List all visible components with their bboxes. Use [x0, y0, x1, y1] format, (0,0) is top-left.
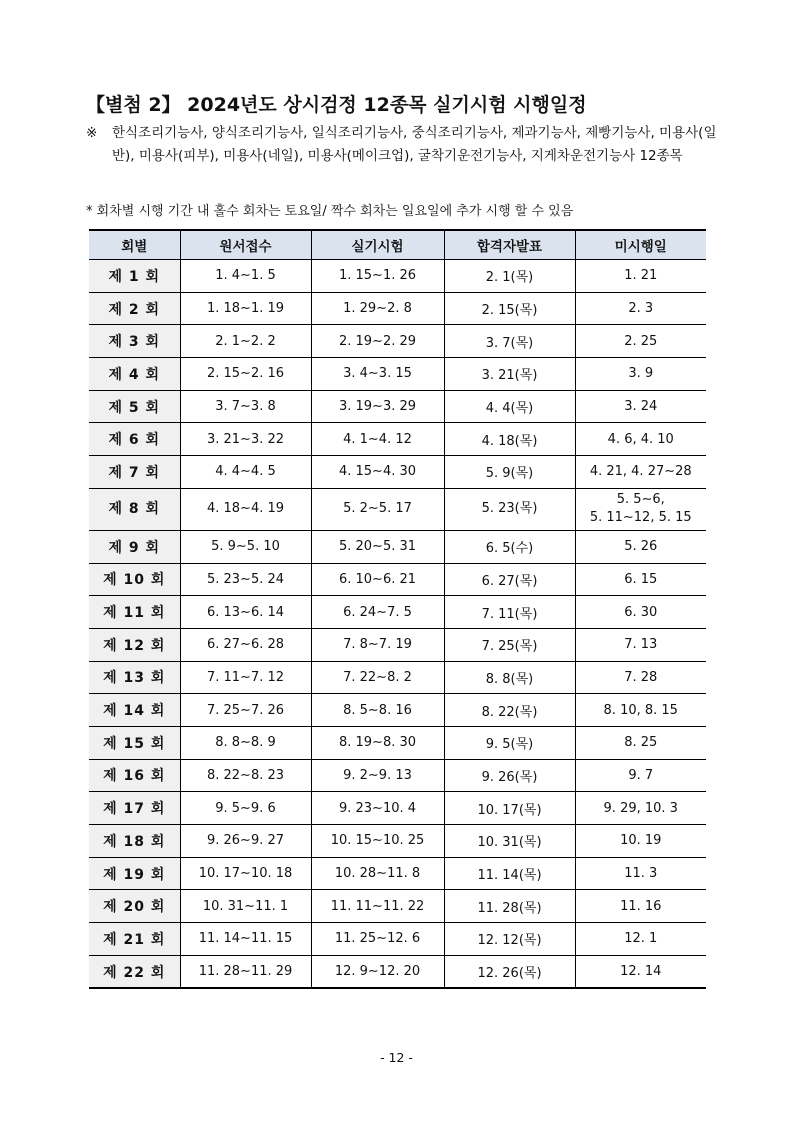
exam-period-cell: 5. 20∼5. 31 [311, 530, 444, 563]
application-period-cell: 3. 21∼3. 22 [180, 423, 311, 456]
exam-period-cell: 9. 2∼9. 13 [311, 759, 444, 792]
result-date-cell: 9. 5(목) [444, 726, 575, 759]
no-exam-date-cell: 7. 13 [575, 628, 706, 661]
application-period-cell: 2. 15∼2. 16 [180, 358, 311, 391]
table-row [89, 563, 706, 596]
no-exam-date-cell: 10. 19 [575, 825, 706, 858]
result-date-cell: 12. 26(목) [444, 955, 575, 988]
application-period-cell: 1. 18∼1. 19 [180, 292, 311, 325]
table-body [89, 260, 706, 989]
round-cell: 제 17 회 [89, 792, 180, 825]
exam-period-cell: 6. 24∼7. 5 [311, 596, 444, 629]
application-period-cell: 10. 31∼11. 1 [180, 890, 311, 923]
application-period-cell: 4. 18∼4. 19 [180, 488, 311, 530]
document-title: 【별첨 2】 2024년도 상시검정 12종목 실기시험 시행일정 [86, 94, 587, 116]
application-period-cell: 11. 28∼11. 29 [180, 955, 311, 988]
result-date-cell: 6. 5(수) [444, 530, 575, 563]
no-exam-date-cell: 8. 25 [575, 726, 706, 759]
application-period-cell: 9. 26∼9. 27 [180, 825, 311, 858]
exam-period-cell: 8. 19∼8. 30 [311, 726, 444, 759]
exam-period-cell: 11. 11∼11. 22 [311, 890, 444, 923]
no-exam-date-cell [575, 488, 706, 530]
round-cell: 제 10 회 [89, 563, 180, 596]
header-no-exam: 미시행일 [575, 230, 706, 260]
table-header-row [89, 230, 706, 260]
result-date-cell: 8. 22(목) [444, 694, 575, 727]
round-cell: 제 4 회 [89, 358, 180, 391]
round-cell: 제 7 회 [89, 456, 180, 489]
application-period-cell: 9. 5∼9. 6 [180, 792, 311, 825]
no-exam-date-cell: 4. 21, 4. 27∼28 [575, 456, 706, 489]
exam-schedule-table [89, 229, 706, 989]
no-exam-date-cell: 5. 26 [575, 530, 706, 563]
result-date-cell: 8. 8(목) [444, 661, 575, 694]
result-date-cell: 5. 23(목) [444, 488, 575, 530]
table-row [89, 292, 706, 325]
no-exam-date-cell: 11. 16 [575, 890, 706, 923]
round-cell: 제 14 회 [89, 694, 180, 727]
subject-list-text: 한식조리기능사, 양식조리기능사, 일식조리기능사, 중식조리기능사, 제과기능사, 제빵기능사, 미용사(일반), 미용사(피부), 미용사(네일), 미용사(메이크업), 굴착기운전기능사, 지게차운전기능사 12종목 [112, 125, 717, 164]
table-row [89, 530, 706, 563]
result-date-cell: 4. 18(목) [444, 423, 575, 456]
exam-period-cell: 1. 15∼1. 26 [311, 260, 444, 293]
no-exam-date-cell: 3. 9 [575, 358, 706, 391]
application-period-cell: 10. 17∼10. 18 [180, 857, 311, 890]
result-date-cell: 7. 11(목) [444, 596, 575, 629]
page-number: - 12 - [380, 1050, 413, 1065]
no-exam-date-cell: 8. 10, 8. 15 [575, 694, 706, 727]
table-row [89, 628, 706, 661]
application-period-cell: 8. 8∼8. 9 [180, 726, 311, 759]
no-exam-date-cell: 12. 14 [575, 955, 706, 988]
application-period-cell: 7. 11∼7. 12 [180, 661, 311, 694]
table-row [89, 890, 706, 923]
no-exam-date-cell: 9. 29, 10. 3 [575, 792, 706, 825]
table-row [89, 759, 706, 792]
note-reference-mark: ※ [86, 125, 98, 141]
table-row [89, 488, 706, 530]
exam-period-cell: 8. 5∼8. 16 [311, 694, 444, 727]
application-period-cell: 4. 4∼4. 5 [180, 456, 311, 489]
exam-period-cell: 4. 15∼4. 30 [311, 456, 444, 489]
round-cell: 제 12 회 [89, 628, 180, 661]
additional-exam-note: * 회차별 시행 기간 내 홀수 회차는 토요일/ 짝수 회차는 일요일에 추가 시행 할 수 있음 [86, 204, 574, 219]
round-cell: 제 22 회 [89, 955, 180, 988]
result-date-cell: 4. 4(목) [444, 390, 575, 423]
no-exam-date-cell: 6. 30 [575, 596, 706, 629]
round-cell: 제 8 회 [89, 488, 180, 530]
result-date-cell: 10. 31(목) [444, 825, 575, 858]
round-cell: 제 18 회 [89, 825, 180, 858]
table-row [89, 955, 706, 988]
result-date-cell: 2. 1(목) [444, 260, 575, 293]
table-row [89, 390, 706, 423]
round-cell: 제 6 회 [89, 423, 180, 456]
round-cell: 제 11 회 [89, 596, 180, 629]
round-cell: 제 15 회 [89, 726, 180, 759]
application-period-cell: 1. 4∼1. 5 [180, 260, 311, 293]
table-row [89, 857, 706, 890]
round-cell: 제 9 회 [89, 530, 180, 563]
no-exam-date-cell: 12. 1 [575, 923, 706, 956]
table-row [89, 792, 706, 825]
table-row [89, 260, 706, 293]
result-date-cell: 5. 9(목) [444, 456, 575, 489]
exam-period-cell: 4. 1∼4. 12 [311, 423, 444, 456]
table-row [89, 694, 706, 727]
round-cell: 제 20 회 [89, 890, 180, 923]
exam-period-cell: 10. 15∼10. 25 [311, 825, 444, 858]
table-row [89, 923, 706, 956]
application-period-cell: 6. 27∼6. 28 [180, 628, 311, 661]
result-date-cell: 3. 7(목) [444, 325, 575, 358]
exam-period-cell: 11. 25∼12. 6 [311, 923, 444, 956]
table-row [89, 456, 706, 489]
no-exam-date-cell: 1. 21 [575, 260, 706, 293]
exam-period-cell: 7. 22∼8. 2 [311, 661, 444, 694]
table-row [89, 358, 706, 391]
round-cell: 제 21 회 [89, 923, 180, 956]
exam-period-cell: 1. 29∼2. 8 [311, 292, 444, 325]
result-date-cell: 11. 28(목) [444, 890, 575, 923]
header-exam: 실기시험 [311, 230, 444, 260]
no-exam-date-cell: 4. 6, 4. 10 [575, 423, 706, 456]
exam-period-cell: 9. 23∼10. 4 [311, 792, 444, 825]
header-application: 원서접수 [180, 230, 311, 260]
table-row [89, 596, 706, 629]
application-period-cell: 5. 23∼5. 24 [180, 563, 311, 596]
subject-note [86, 122, 726, 168]
exam-period-cell: 5. 2∼5. 17 [311, 488, 444, 530]
table-row [89, 423, 706, 456]
round-cell: 제 5 회 [89, 390, 180, 423]
round-cell: 제 3 회 [89, 325, 180, 358]
round-cell: 제 16 회 [89, 759, 180, 792]
exam-period-cell: 2. 19∼2. 29 [311, 325, 444, 358]
no-exam-date-cell: 2. 3 [575, 292, 706, 325]
application-period-cell: 5. 9∼5. 10 [180, 530, 311, 563]
table-row [89, 825, 706, 858]
application-period-cell: 7. 25∼7. 26 [180, 694, 311, 727]
no-exam-date-cell: 11. 3 [575, 857, 706, 890]
no-exam-line: 5. 11∼12, 5. 15 [589, 510, 692, 526]
exam-period-cell: 6. 10∼6. 21 [311, 563, 444, 596]
no-exam-line: 5. 5∼6, [616, 492, 665, 508]
table-row [89, 726, 706, 759]
exam-period-cell: 3. 4∼3. 15 [311, 358, 444, 391]
result-date-cell: 12. 12(목) [444, 923, 575, 956]
result-date-cell: 7. 25(목) [444, 628, 575, 661]
exam-period-cell: 10. 28∼11. 8 [311, 857, 444, 890]
no-exam-date-cell: 3. 24 [575, 390, 706, 423]
header-round: 회별 [89, 230, 180, 260]
round-cell: 제 1 회 [89, 260, 180, 293]
application-period-cell: 6. 13∼6. 14 [180, 596, 311, 629]
result-date-cell: 3. 21(목) [444, 358, 575, 391]
application-period-cell: 8. 22∼8. 23 [180, 759, 311, 792]
result-date-cell: 11. 14(목) [444, 857, 575, 890]
application-period-cell: 3. 7∼3. 8 [180, 390, 311, 423]
round-cell: 제 13 회 [89, 661, 180, 694]
application-period-cell: 2. 1∼2. 2 [180, 325, 311, 358]
no-exam-date-cell: 7. 28 [575, 661, 706, 694]
table-row [89, 325, 706, 358]
round-cell: 제 19 회 [89, 857, 180, 890]
result-date-cell: 10. 17(목) [444, 792, 575, 825]
result-date-cell: 9. 26(목) [444, 759, 575, 792]
no-exam-date-cell: 6. 15 [575, 563, 706, 596]
no-exam-date-cell: 2. 25 [575, 325, 706, 358]
exam-period-cell: 12. 9∼12. 20 [311, 955, 444, 988]
header-result: 합격자발표 [444, 230, 575, 260]
round-cell: 제 2 회 [89, 292, 180, 325]
result-date-cell: 6. 27(목) [444, 563, 575, 596]
table-row [89, 661, 706, 694]
exam-period-cell: 7. 8∼7. 19 [311, 628, 444, 661]
application-period-cell: 11. 14∼11. 15 [180, 923, 311, 956]
no-exam-date-cell: 9. 7 [575, 759, 706, 792]
exam-period-cell: 3. 19∼3. 29 [311, 390, 444, 423]
result-date-cell: 2. 15(목) [444, 292, 575, 325]
